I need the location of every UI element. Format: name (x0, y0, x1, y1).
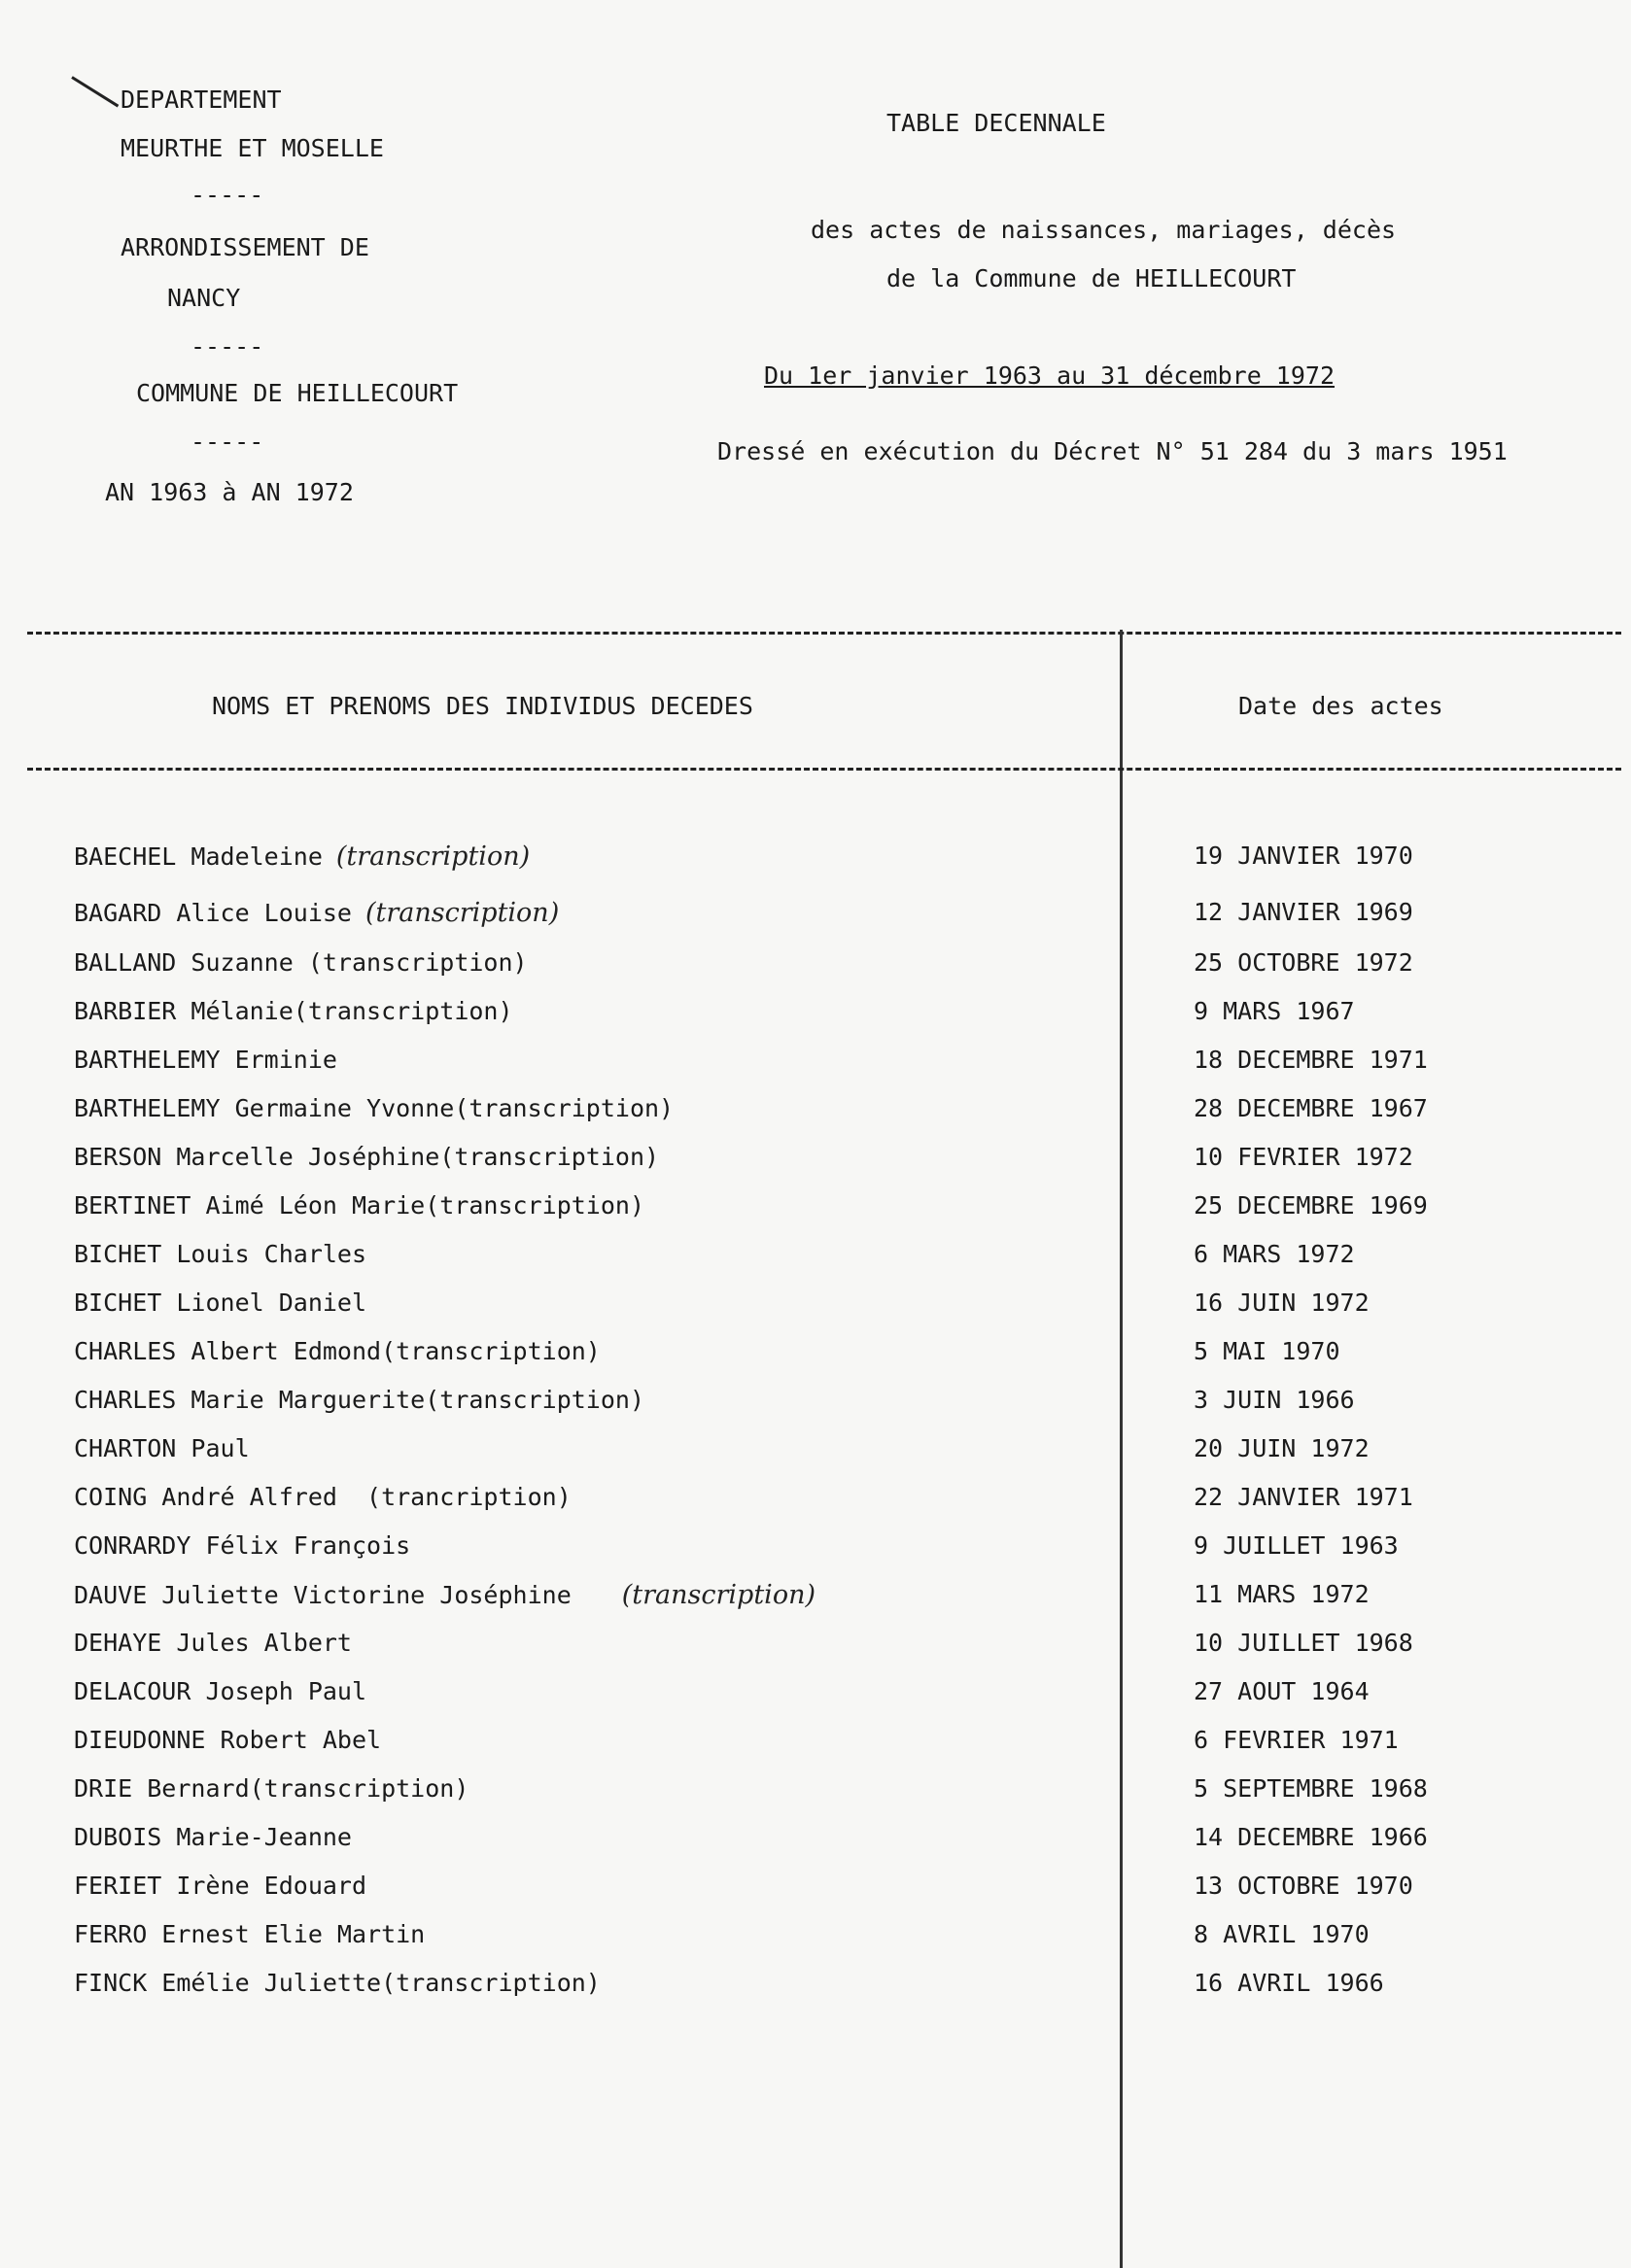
entry-date: 5 MAI 1970 (1194, 1337, 1340, 1365)
table-row (0, 842, 1631, 880)
commune-line: de la Commune de HEILLECOURT (886, 264, 1297, 292)
separator: ----- (191, 181, 264, 209)
department-name: MEURTHE ET MOSELLE (121, 134, 384, 162)
table-row (0, 1386, 1631, 1425)
entry-date: 6 FEVRIER 1971 (1194, 1726, 1399, 1754)
table-row (0, 1046, 1631, 1084)
entry-date: 19 JANVIER 1970 (1194, 842, 1413, 870)
column-header-dates: Date des actes (1238, 692, 1443, 720)
entry-name: BERTINET Aimé Léon Marie(transcription) (74, 1191, 644, 1220)
decree-line: Dressé en exécution du Décret N° 51 284 du 3 mars 1951 (717, 437, 1508, 465)
entry-name: FINCK Emélie Juliette(transcription) (74, 1969, 601, 1997)
entry-date: 9 JUILLET 1963 (1194, 1531, 1399, 1560)
table-row (0, 1969, 1631, 2008)
entry-date: 12 JANVIER 1969 (1194, 898, 1413, 926)
table-row (0, 1629, 1631, 1667)
arrondissement-label: ARRONDISSEMENT DE (121, 233, 369, 261)
entry-date: 10 JUILLET 1968 (1194, 1629, 1413, 1657)
entry-date: 3 JUIN 1966 (1194, 1386, 1355, 1414)
department-label: DEPARTEMENT (121, 86, 282, 114)
entry-name: BARTHELEMY Erminie (74, 1046, 337, 1074)
entry-name: DUBOIS Marie-Jeanne (74, 1823, 352, 1851)
entry-name: BARTHELEMY Germaine Yvonne(transcription) (74, 1094, 675, 1122)
entry-name: CHARLES Marie Marguerite(transcription) (74, 1386, 644, 1414)
document-subtitle: des actes de naissances, mariages, décès (811, 216, 1397, 244)
entry-date: 28 DECEMBRE 1967 (1194, 1094, 1428, 1122)
header-rule (27, 768, 1621, 771)
table-row (0, 1580, 1631, 1619)
entry-date: 14 DECEMBRE 1966 (1194, 1823, 1428, 1851)
entry-date: 5 SEPTEMBRE 1968 (1194, 1774, 1428, 1803)
document-title: TABLE DECENNALE (886, 109, 1106, 137)
entry-name: CHARLES Albert Edmond(transcription) (74, 1337, 601, 1365)
entry-name: COING André Alfred (trancription) (74, 1483, 572, 1511)
entry-name: DEHAYE Jules Albert (74, 1629, 352, 1657)
entry-name: FERIET Irène Edouard (74, 1872, 367, 1900)
table-row (0, 1240, 1631, 1279)
year-range: AN 1963 à AN 1972 (105, 478, 354, 506)
entry-name: DRIE Bernard(transcription) (74, 1774, 469, 1803)
entry-name: DIEUDONNE Robert Abel (74, 1726, 382, 1754)
entry-name: BICHET Lionel Daniel (74, 1289, 367, 1317)
entry-name: FERRO Ernest Elie Martin (74, 1920, 426, 1948)
entry-name: DELACOUR Joseph Paul (74, 1677, 367, 1705)
handwritten-note: (transcription) (364, 898, 560, 928)
entry-name: CONRARDY Félix François (74, 1531, 411, 1560)
entry-date: 9 MARS 1967 (1194, 997, 1355, 1025)
entry-date: 11 MARS 1972 (1194, 1580, 1370, 1608)
entry-name: DAUVE Juliette Victorine Joséphine (transcription) (74, 1580, 816, 1610)
entry-name: BICHET Louis Charles (74, 1240, 367, 1268)
table-row (0, 1774, 1631, 1813)
table-row (0, 1337, 1631, 1376)
table-row (0, 1531, 1631, 1570)
table-row (0, 1191, 1631, 1230)
commune-name: COMMUNE DE HEILLECOURT (136, 379, 459, 407)
entry-date: 22 JANVIER 1971 (1194, 1483, 1413, 1511)
entry-date: 10 FEVRIER 1972 (1194, 1143, 1413, 1171)
table-row (0, 1434, 1631, 1473)
table-row (0, 1726, 1631, 1765)
table-row (0, 1823, 1631, 1862)
separator: ----- (191, 332, 264, 361)
entry-date: 20 JUIN 1972 (1194, 1434, 1370, 1462)
entry-name: BERSON Marcelle Joséphine(transcription) (74, 1143, 660, 1171)
table-row (0, 997, 1631, 1036)
handwritten-note: (transcription) (621, 1580, 816, 1610)
entry-name: BAECHEL Madeleine (transcription) (74, 842, 531, 872)
top-rule (27, 632, 1621, 635)
entry-date: 27 AOUT 1964 (1194, 1677, 1370, 1705)
entry-name: BARBIER Mélanie(transcription) (74, 997, 513, 1025)
table-row (0, 1143, 1631, 1182)
handwritten-note: (transcription) (335, 842, 531, 872)
table-row (0, 1677, 1631, 1716)
check-mark (71, 76, 119, 107)
separator: ----- (191, 428, 264, 456)
table-row (0, 898, 1631, 937)
entry-name: CHARTON Paul (74, 1434, 250, 1462)
column-header-names: NOMS ET PRENOMS DES INDIVIDUS DECEDES (212, 692, 753, 720)
entry-date: 16 AVRIL 1966 (1194, 1969, 1384, 1997)
entry-name: BALLAND Suzanne (transcription) (74, 948, 528, 977)
entry-date: 25 OCTOBRE 1972 (1194, 948, 1413, 977)
entry-date: 18 DECEMBRE 1971 (1194, 1046, 1428, 1074)
table-row (0, 1094, 1631, 1133)
entry-date: 8 AVRIL 1970 (1194, 1920, 1370, 1948)
entry-date: 13 OCTOBRE 1970 (1194, 1872, 1413, 1900)
table-row (0, 1872, 1631, 1910)
period-line: Du 1er janvier 1963 au 31 décembre 1972 (764, 361, 1335, 390)
arrondissement-name: NANCY (167, 284, 241, 312)
table-row (0, 1289, 1631, 1327)
entry-date: 16 JUIN 1972 (1194, 1289, 1370, 1317)
entry-name: BAGARD Alice Louise (transcription) (74, 898, 560, 928)
table-row (0, 948, 1631, 987)
table-row (0, 1483, 1631, 1522)
entry-date: 25 DECEMBRE 1969 (1194, 1191, 1428, 1220)
table-row (0, 1920, 1631, 1959)
entry-date: 6 MARS 1972 (1194, 1240, 1355, 1268)
